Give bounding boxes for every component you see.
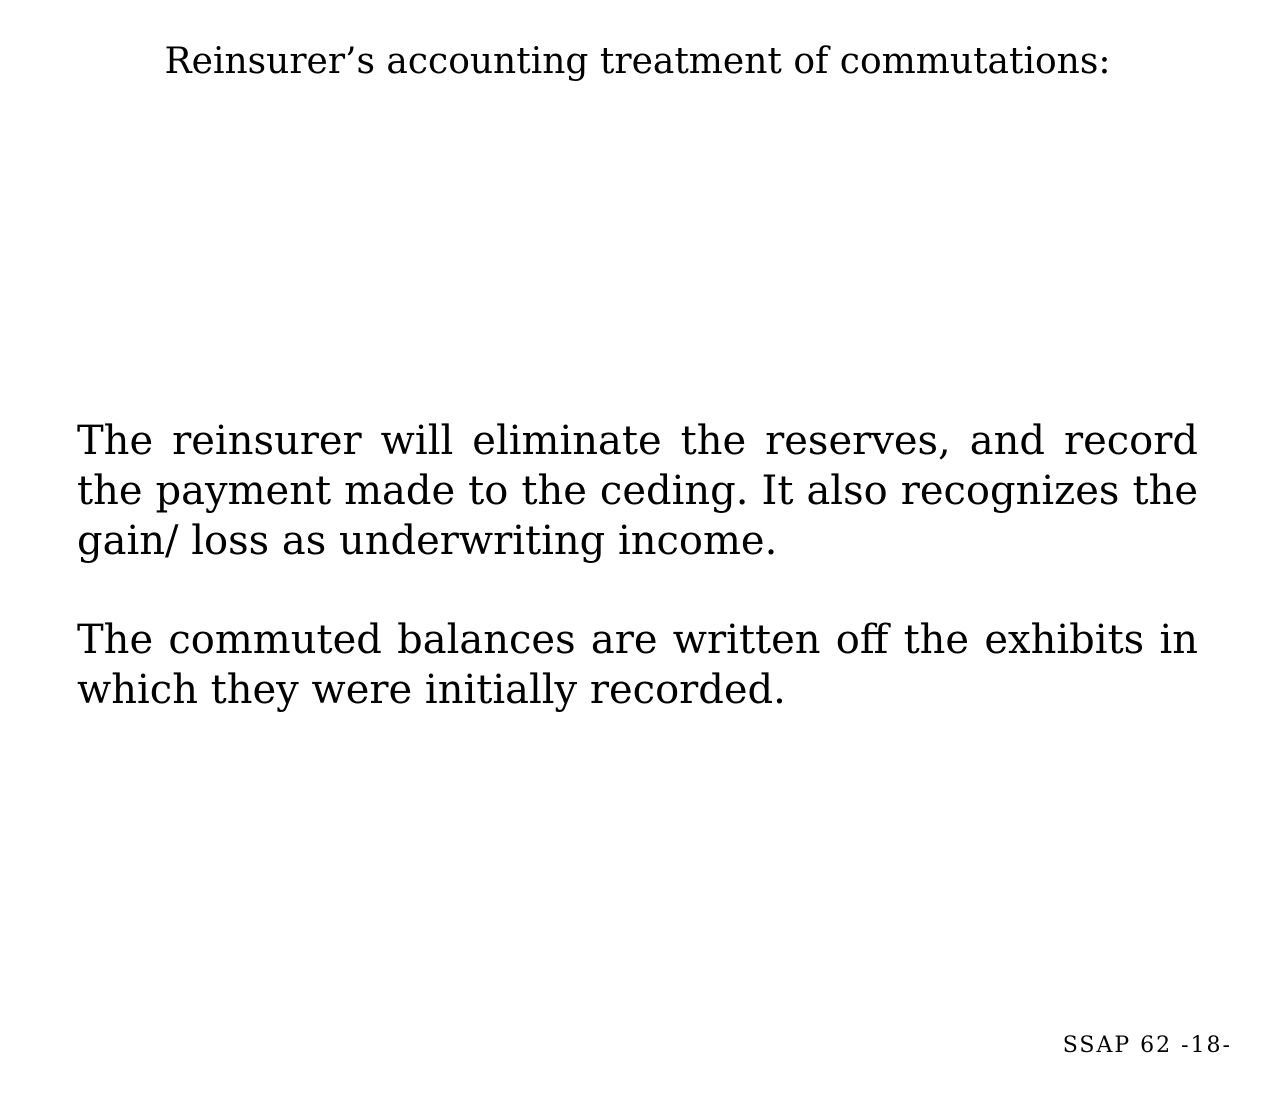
slide-title: Reinsurer’s accounting treatment of commutations: [164, 41, 1111, 82]
body-paragraph: The reinsurer will eliminate the reserves, and record the payment made to the ceding. It also recognizes the gain/ loss as underwriting income. [77, 418, 1198, 564]
page-footer: SSAP 62 -18- [1062, 1033, 1232, 1058]
body-paragraph: The commuted balances are written off the exhibits in which they were initially recorded. [77, 617, 1198, 713]
